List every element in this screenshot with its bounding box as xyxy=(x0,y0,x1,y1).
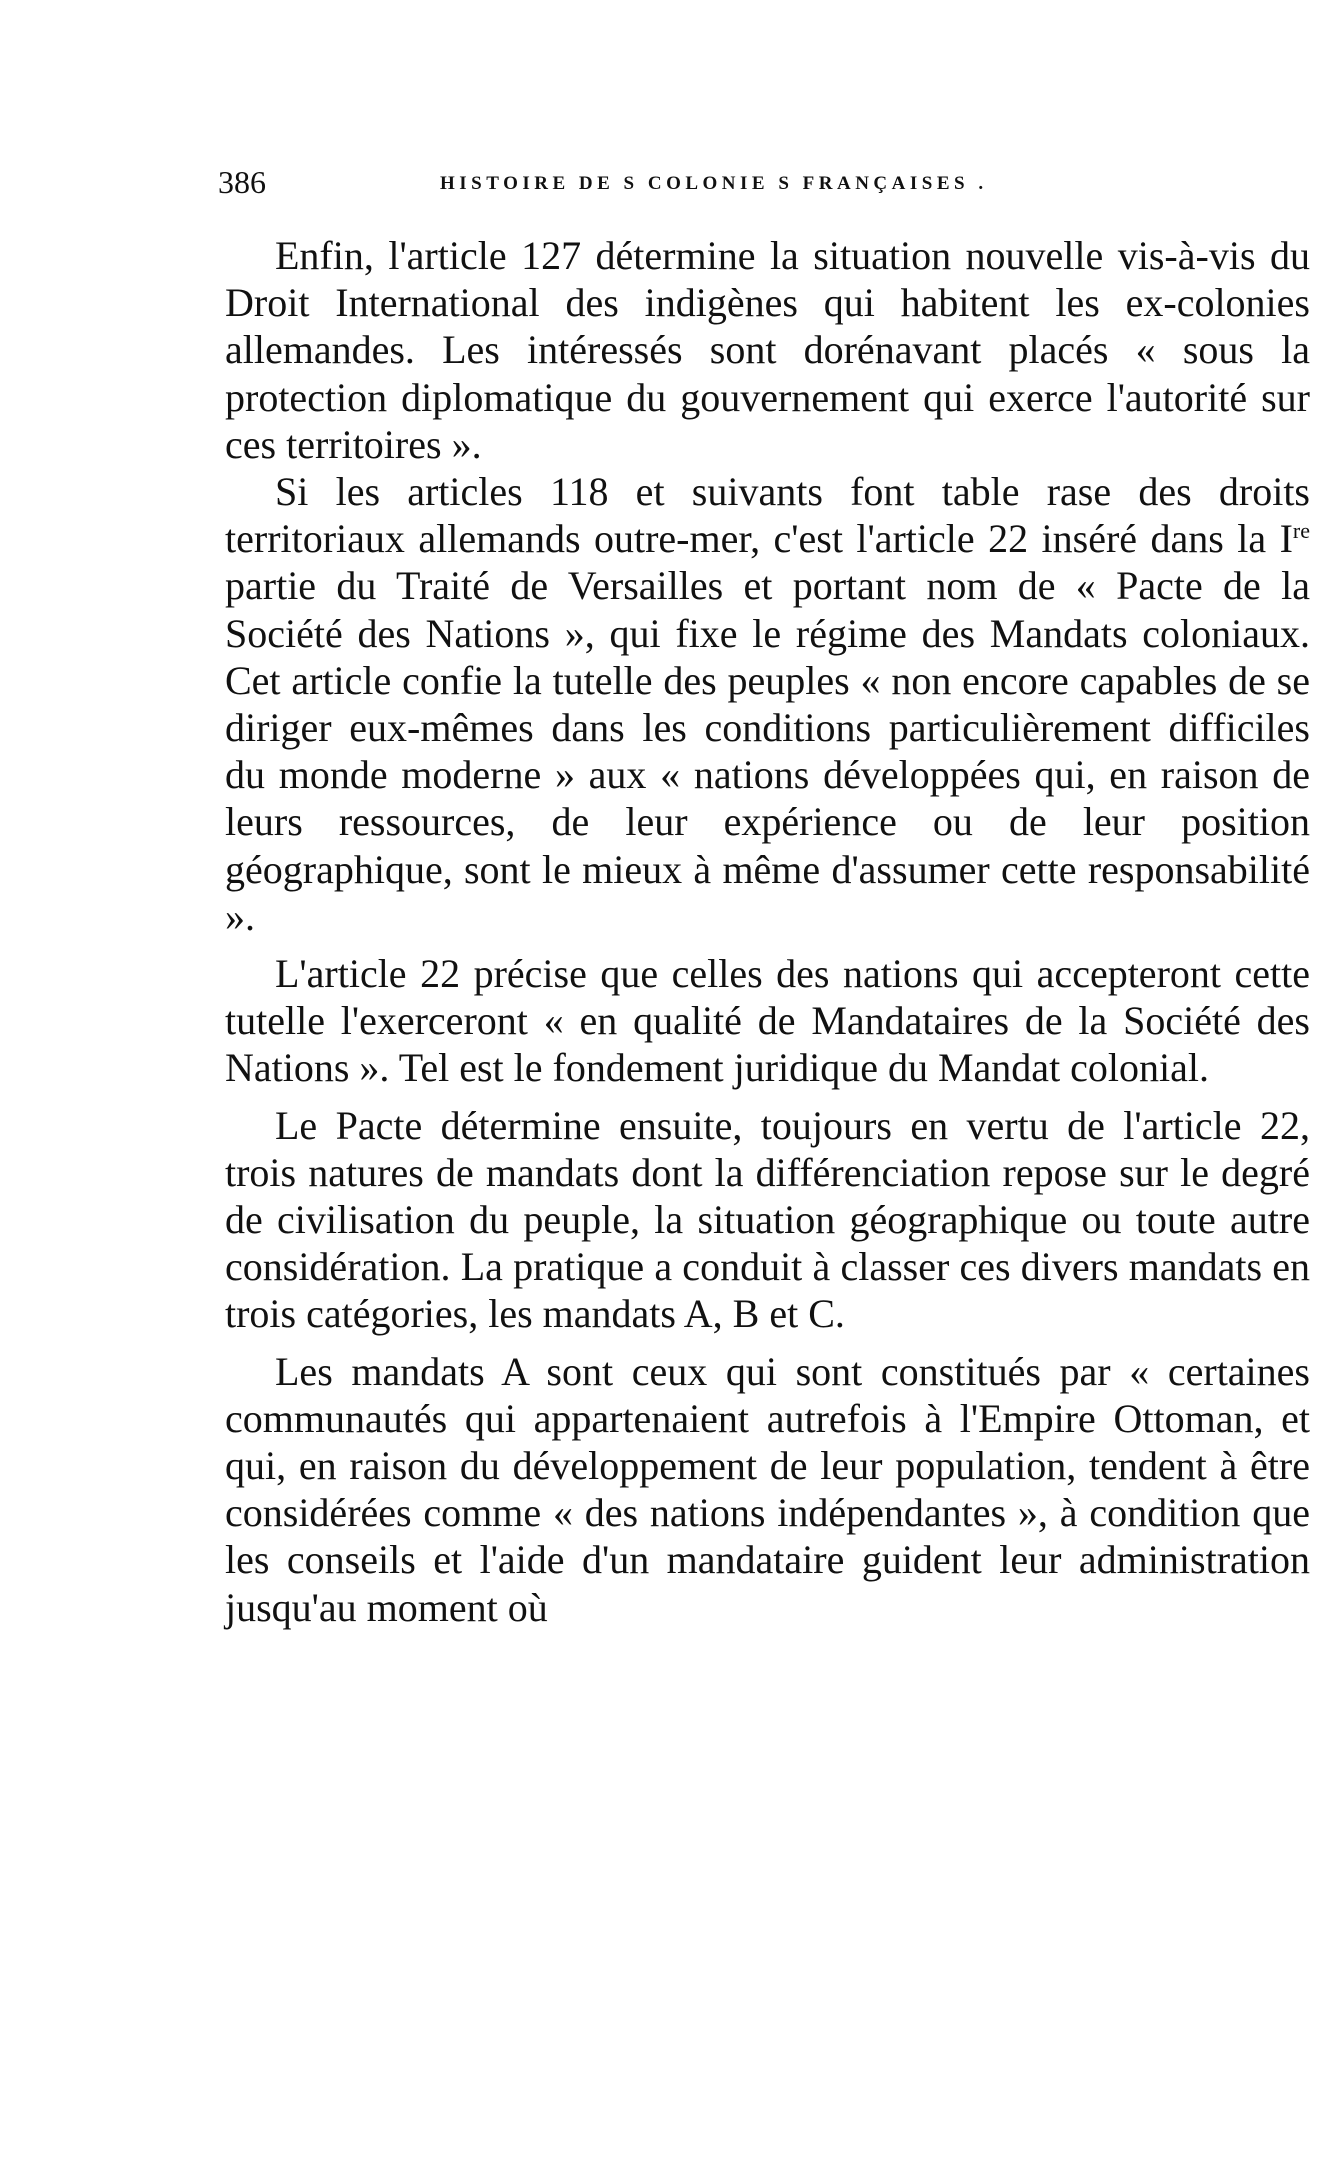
running-head xyxy=(218,160,1318,204)
paragraph-mandats-a: Les mandats A sont ceux qui sont constitués par « certaines communautés qui appartenaient autrefois à l'Empire Ottoman, et qui, en raison du développement de leur population, tendent à être considérées comme « des nations indépendantes », à condition que les conseils et l'aide d'un mandataire guident leur administration jusqu'au moment où xyxy=(225,1348,1310,1630)
page-number: 386 xyxy=(218,164,266,200)
paragraph-mandataires: L'article 22 précise que celles des nations qui accepteront cette tutelle l'exerceront « en qualité de Mandataires de la Société des Nations ». Tel est le fondement juridique du Mandat colonial. xyxy=(225,951,1310,1091)
body-text xyxy=(225,232,1310,1631)
paragraph-article-127: Enfin, l'article 127 détermine la situation nouvelle vis-à-vis du Droit International des indigènes qui habitent les ex-colonies allemandes. Les intéressés sont dorénavant placés « sous la protection diplomatique du gouvernement qui exerce l'autorité sur ces territoires ». xyxy=(225,233,1310,467)
ordinal-superscript: re xyxy=(1292,518,1310,544)
running-title: HISTOIRE DE S COLONIE S FRANÇAISES . xyxy=(440,173,988,194)
paragraph-text-part: partie du Traité de Versailles et portant nom de « Pacte de la Société des Nations », qui fixe le régime des Mandats coloniaux. Cet article confie la tutelle des peuples « non encore capables de se diriger eux-mêmes dans les conditions particulièrement difficiles du monde moderne » aux « nations développées qui, en raison de leurs ressources, de leur expérience ou de leur position géographique, sont le mieux à même d'assumer cette responsabilité ». xyxy=(225,563,1310,939)
paragraph-three-mandate-types: Le Pacte détermine ensuite, toujours en vertu de l'article 22, trois natures de mandats dont la différenciation repose sur le degré de civilisation du peuple, la situation géographique ou toute autre considération. La pratique a conduit à classer ces divers mandats en trois catégories, les mandats A, B et C. xyxy=(225,1102,1310,1337)
paragraph-text-part: Si les articles 118 et suivants font table rase des droits territoriaux allemands outre-mer, c'est l'article 22 inséré dans la I xyxy=(225,469,1310,562)
paragraph-article-22-mandates xyxy=(225,468,1310,940)
